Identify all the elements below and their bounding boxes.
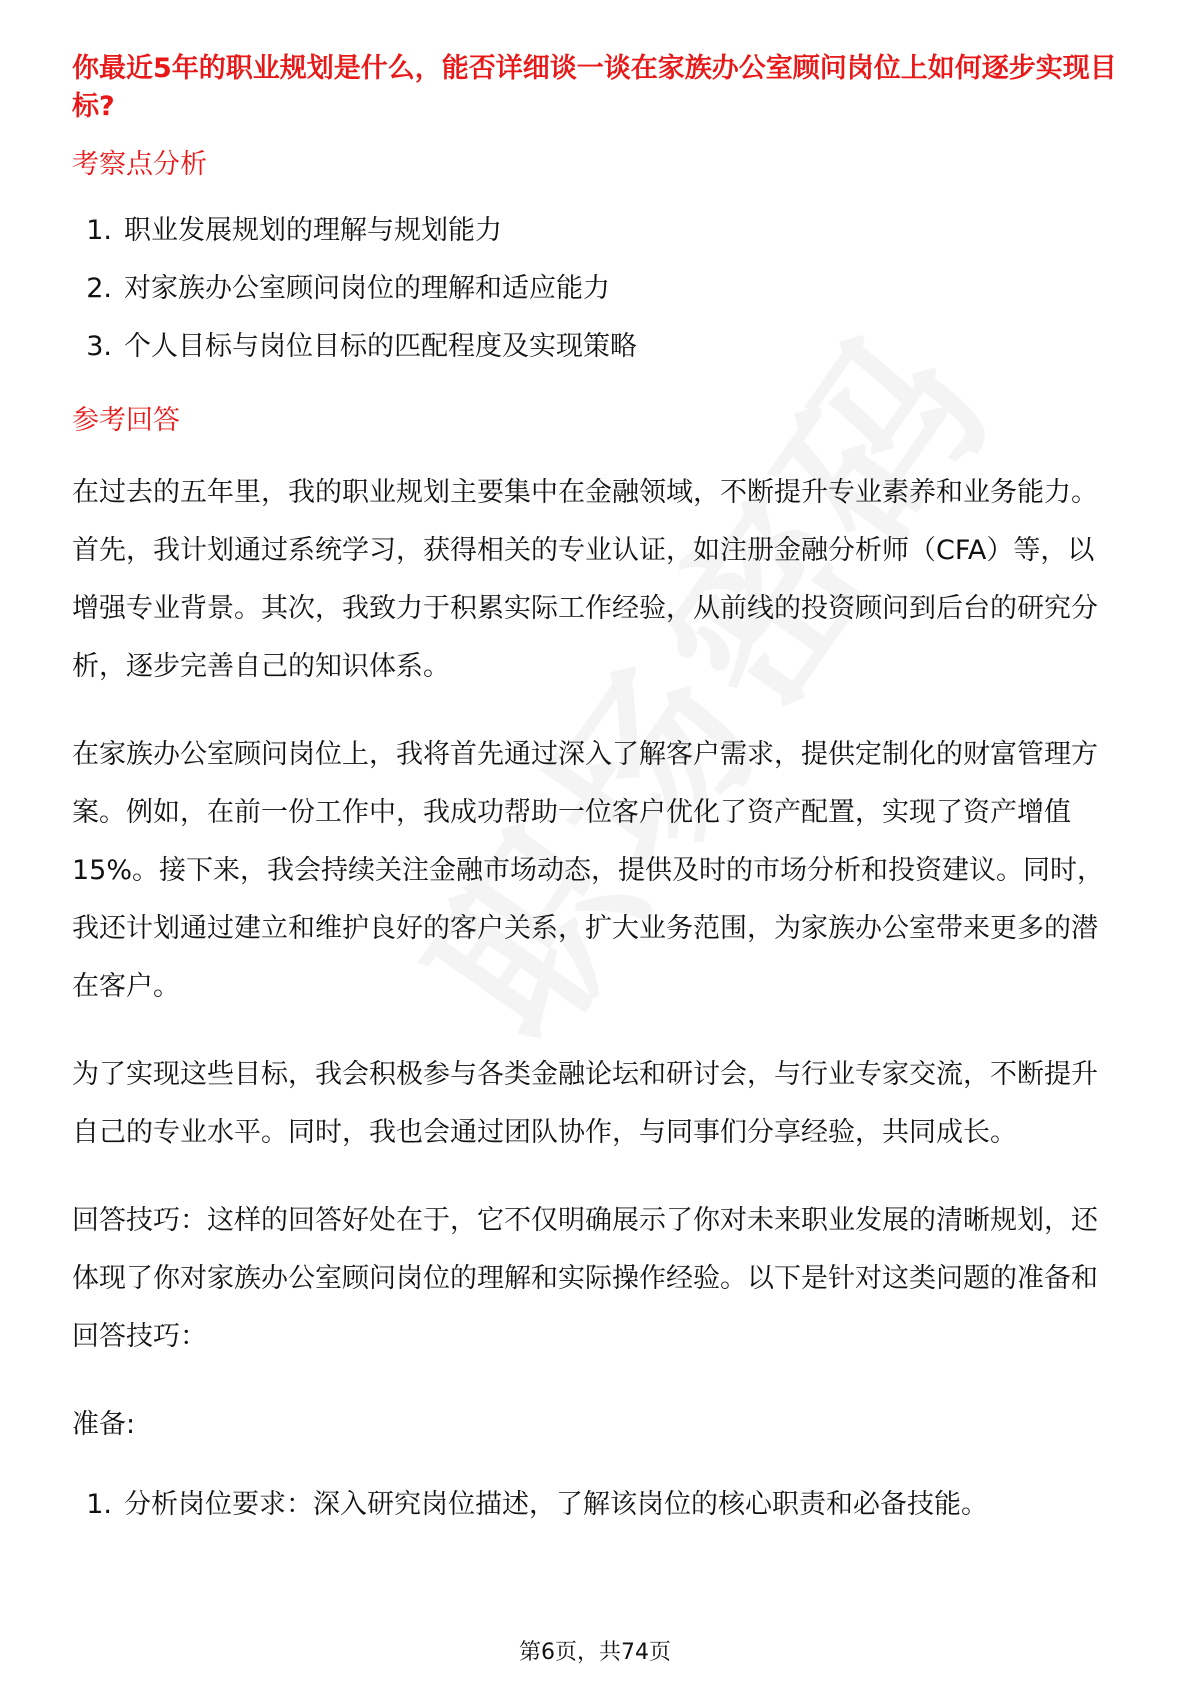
answer-paragraph: 在家族办公室顾问岗位上，我将首先通过深入了解客户需求，提供定制化的财富管理方案。例如，在前一份工作中，我成功帮助一位客户优化了资产配置，实现了资产增值15%。接下来，我会持续关注金融市场动态，提供及时的市场分析和投资建议。同时，我还计划通过建立和维护良好的客户关系，扩大业务范围，为家族办公室带来更多的潜在客户。 bbox=[72, 739, 1105, 1002]
answer-heading: 参考回答 bbox=[72, 405, 180, 436]
list-item bbox=[72, 1476, 1118, 1534]
answer-paragraph: 为了实现这些目标，我会积极参与各类金融论坛和研讨会，与行业专家交流，不断提升自己的专业水平。同时，我也会通过团队协作，与同事们分享经验，共同成长。 bbox=[72, 1059, 1098, 1148]
analysis-list bbox=[72, 202, 1118, 376]
document-body bbox=[72, 50, 1118, 1560]
question-title: 你最近5年的职业规划是什么，能否详细谈一谈在家族办公室顾问岗位上如何逐步实现目标? bbox=[72, 53, 1117, 122]
list-text: 个人目标与岗位目标的匹配程度及实现策略 bbox=[124, 331, 637, 362]
list-text: 对家族办公室顾问岗位的理解和适应能力 bbox=[124, 273, 610, 304]
list-number: 1. bbox=[86, 215, 112, 246]
list-number: 2. bbox=[86, 273, 112, 304]
list-item bbox=[72, 318, 1118, 376]
answer-paragraph: 在过去的五年里，我的职业规划主要集中在金融领域，不断提升专业素养和业务能力。首先，我计划通过系统学习，获得相关的专业认证，如注册金融分析师（CFA）等，以增强专业背景。其次，我致力于积累实际工作经验，从前线的投资顾问到后台的研究分析，逐步完善自己的知识体系。 bbox=[72, 477, 1098, 682]
list-number: 1. bbox=[86, 1489, 112, 1520]
list-item bbox=[72, 260, 1118, 318]
preparation-label: 准备: bbox=[72, 1409, 136, 1440]
preparation-list bbox=[72, 1476, 1118, 1534]
list-number: 3. bbox=[86, 331, 112, 362]
page-footer: 第6页，共74页 bbox=[519, 1640, 671, 1665]
list-text: 职业发展规划的理解与规划能力 bbox=[124, 215, 502, 246]
tips-paragraph: 回答技巧：这样的回答好处在于，它不仅明确展示了你对未来职业发展的清晰规划，还体现了你对家族办公室顾问岗位的理解和实际操作经验。以下是针对这类问题的准备和回答技巧： bbox=[72, 1205, 1098, 1352]
list-text: 分析岗位要求：深入研究岗位描述，了解该岗位的核心职责和必备技能。 bbox=[124, 1489, 988, 1520]
analysis-heading: 考察点分析 bbox=[72, 149, 207, 180]
list-item bbox=[72, 202, 1118, 260]
